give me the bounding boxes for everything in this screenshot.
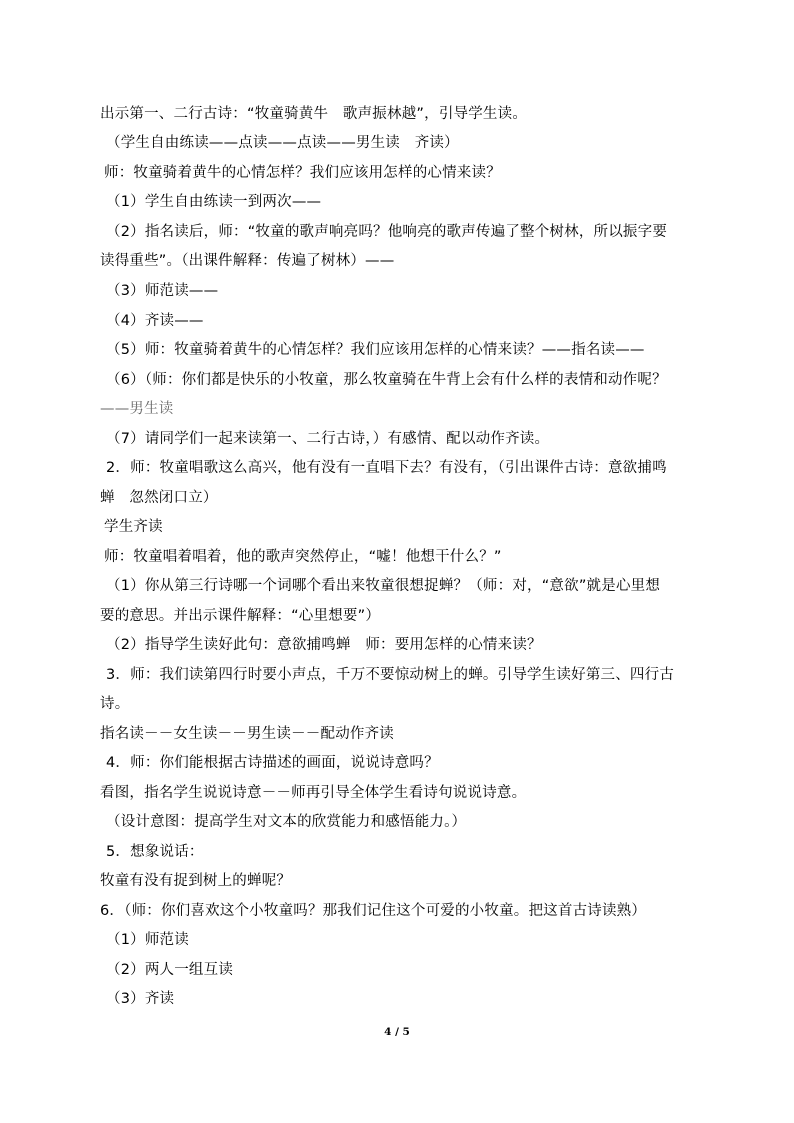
text-line-4: （1）学生自由练读一到两次—— [106, 194, 322, 210]
text-line-2: （学生自由练读——点读——点读——男生读 齐读） [106, 135, 459, 151]
text-line-11: ——男生读 [100, 401, 174, 417]
text-line-14: 蝉 忽然闭口立） [100, 490, 218, 506]
text-line-21: 诗。 [100, 696, 130, 712]
text-line-8: （4）齐读—— [106, 313, 204, 329]
text-line-23: 4．师：你们能根据古诗描述的画面，说说诗意吗？ [106, 755, 439, 771]
text-line-30: （2）两人一组互读 [106, 962, 234, 978]
text-line-27: 牧童有没有捉到树上的蝉呢？ [100, 873, 292, 889]
text-line-1: 出示第一、二行古诗：“牧童骑黄牛 歌声振林越”，引导学生读。 [100, 106, 528, 122]
page-number: 4 / 5 [384, 1026, 410, 1038]
text-line-31: （3）齐读 [106, 991, 175, 1007]
text-line-28: 6．（师：你们喜欢这个小牧童吗？那我们记住这个可爱的小牧童。把这首古诗读熟） [100, 903, 647, 919]
text-line-22: 指名读－－女生读－－男生读－－配动作齐读 [100, 726, 394, 742]
text-line-20: 3．师：我们读第四行时要小声点，千万不要惊动树上的蝉。引导学生读好第三、四行古 [106, 667, 675, 683]
text-line-25: （设计意图：提高学生对文本的欣赏能力和感悟能力。） [106, 814, 467, 830]
text-line-12: （7）请同学们一起来读第一、二行古诗，）有感情、配以动作齐读。 [106, 431, 550, 447]
text-line-5: （2）指名读后，师：“牧童的歌声响亮吗？他响亮的歌声传遍了整个树林，所以振字要 [106, 224, 668, 240]
text-line-3: 师：牧童骑着黄牛的心情怎样？我们应该用怎样的心情来读？ [104, 165, 501, 181]
text-line-29: （1）师范读 [106, 932, 189, 948]
text-line-24: 看图，指名学生说说诗意－－师再引导全体学生看诗句说说诗意。 [100, 785, 527, 801]
text-line-7: （3）师范读—— [106, 283, 219, 299]
text-line-9: （5）师：牧童骑着黄牛的心情怎样？我们应该用怎样的心情来读？——指名读—— [106, 342, 645, 358]
text-line-16: 师：牧童唱着唱着，他的歌声突然停止，“嘘！他想干什么？” [104, 549, 502, 565]
text-line-17: （1）你从第三行诗哪一个词哪个看出来牧童很想捉蝉？（师：对，“意欲”就是心里想 [106, 578, 661, 594]
text-line-15: 学生齐读 [104, 519, 163, 535]
text-line-13: 2．师：牧童唱歌这么高兴，他有没有一直唱下去？有没有，（引出课件古诗：意欲捕鸣 [106, 460, 667, 476]
text-line-18: 要的意思。并出示课件解释：“心里想要”） [100, 608, 381, 624]
text-line-26: 5．想象说话： [106, 844, 204, 860]
text-line-6: 读得重些”。（出课件解释：传遍了树林）—— [100, 253, 395, 269]
text-line-19: （2）指导学生读好此句：意欲捕鸣蝉 师：要用怎样的心情来读？ [106, 637, 542, 653]
text-line-10: （6）（师：你们都是快乐的小牧童，那么牧童骑在牛背上会有什么样的表情和动作呢？ [106, 372, 667, 388]
